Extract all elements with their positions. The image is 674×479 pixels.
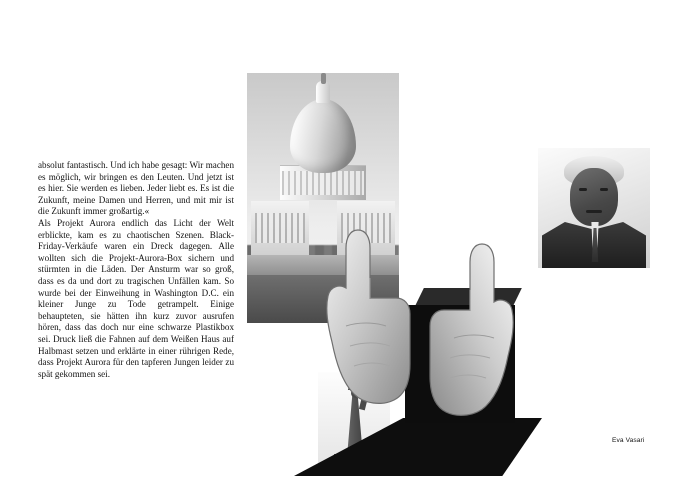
freedom-statue-icon: [321, 73, 326, 84]
capitol-left-columns: [255, 213, 305, 243]
capitol-colonnade: [282, 171, 364, 195]
image-credit: Eva Vasari: [612, 437, 645, 444]
thumbs-up-hand-left: [320, 222, 416, 412]
portrait-mouth: [586, 210, 602, 213]
politician-portrait-photo: [538, 148, 650, 268]
paragraph-2: Als Projekt Aurora endlich das Licht der Welt erblickte, kam es zu chaotischen Szenen. Black-Friday-Verkäufe waren ein Dreck dagegen. Alle wollten sich die Projekt-Aurora-Box sichern und stürmten in die Läden. Der Ansturm war so groß, dass es da und dort zu tragischen Unfällen kam. So wurde bei der Einweihung in Washington D.C. ein kleiner Junge zu Tode getrampelt. Einige behaupteten, sie hätten ihn kurz zuvor ausrufen hören, dass das doch nur eine schwarze Plastikbox sei. Druck ließ die Fahnen auf dem Weißen Haus auf Halbmast setzen und erklärte in einer rührigen Rede, dass Projekt Aurora für den tapferen Jungen leider zu spät gekommen sei.: [38, 217, 234, 379]
capitol-lantern: [316, 81, 330, 103]
portrait-eye-right: [600, 188, 608, 191]
portrait-eye-left: [579, 188, 587, 191]
thumbs-up-hand-right: [424, 238, 520, 418]
article-text-column: [38, 160, 234, 380]
collage-illustration: [238, 0, 674, 479]
portrait-face: [570, 168, 618, 226]
paragraph-1: absolut fantastisch. Und ich habe gesagt: Wir machen es möglich, wir bringen es den Leuten. Und jetzt ist es hier. Sie werden es lieben. Jeder liebt es. Es ist die Zukunft, meine Damen und Herren, und mit mir ist die Zukunft immer großartig.«: [38, 160, 234, 217]
